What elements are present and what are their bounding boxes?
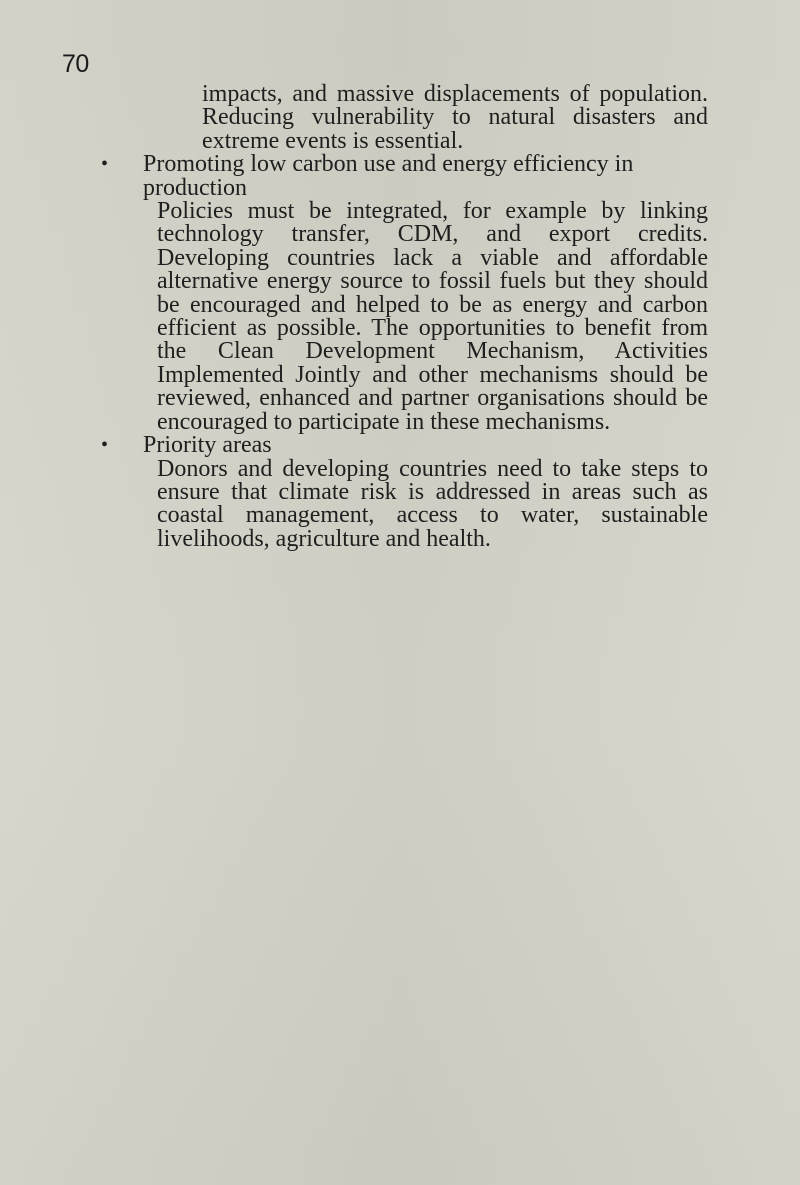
intro-paragraph: impacts, and massive displacements of population. Reducing vulnerability to natural disasters and extreme events is essential. xyxy=(202,81,708,154)
bullet-icon: • xyxy=(101,153,109,176)
bullet-icon: • xyxy=(101,434,109,457)
bullet-heading: Promoting low carbon use and energy efficiency in production xyxy=(143,151,634,201)
bullet-item-priority-areas xyxy=(98,434,708,457)
bullet-body: Donors and developing countries need to take steps to ensure that climate risk is addressed in areas such as coastal management, access to water, sustainable livelihoods, agriculture and health. xyxy=(157,455,708,552)
bullet-item-low-carbon xyxy=(98,153,708,200)
page-number: 70 xyxy=(62,50,89,78)
bullet-heading: Priority areas xyxy=(143,432,272,459)
bullet-body: Policies must be integrated, for example by linking technology transfer, CDM, and export credits. Developing countries lack a viable and affordable alternative energy source to fossil fuels but they should be encouraged and helped to be as energy and carbon efficient as possible. The opportunities to benefit from the Clean Development Mechanism, Activities Implemented Jointly and other mechanisms should be reviewed, enhanced and partner organisations should be encouraged to participate in these mechanisms. xyxy=(157,198,708,435)
page-content xyxy=(98,83,708,551)
